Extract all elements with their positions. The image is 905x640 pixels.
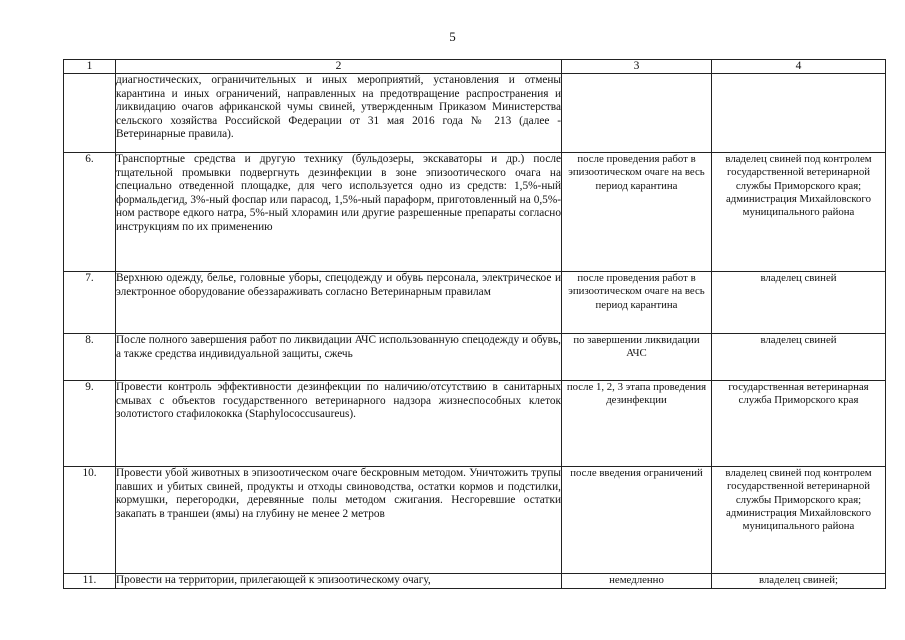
row-timing: после 1, 2, 3 этапа проведения дезинфекции xyxy=(562,381,712,467)
header-col-3: 3 xyxy=(562,60,712,74)
row-number: 7. xyxy=(64,272,116,334)
table-row xyxy=(64,467,886,574)
row-timing: после проведения работ в эпизоотическом очаге на весь период карантина xyxy=(562,153,712,272)
row-responsible: владелец свиней под контролем государственной ветеринарной службы Приморского края; администрация Михайловского муниципального района xyxy=(712,153,886,272)
row-timing: после введения ограничений xyxy=(562,467,712,574)
row-number: 11. xyxy=(64,574,116,589)
row-action: диагностических, ограничительных и иных мероприятий, установления и отмены карантина и иных ограничений, направленных на предотвращение распространения и ликвидацию очагов африканской чумы свиней, утвержденным Приказом Министерства сельского хозяйства Российской Федерации от 31 мая 2016 года № 213 (далее - Ветеринарные правила). xyxy=(116,74,562,153)
row-action: Провести контроль эффективности дезинфекции по наличию/отсутствию в санитарных смывах с объектов государственного ветеринарного надзора жизнеспособных клеток золотистого стафилококка (Staphylococcusaureus). xyxy=(116,381,562,467)
row-number: 9. xyxy=(64,381,116,467)
header-col-2: 2 xyxy=(116,60,562,74)
page-number: 5 xyxy=(449,29,456,44)
row-timing: по завершении ликвидации АЧС xyxy=(562,334,712,381)
row-responsible: государственная ветеринарная служба Приморского края xyxy=(712,381,886,467)
header-col-4: 4 xyxy=(712,60,886,74)
row-action: После полного завершения работ по ликвидации АЧС использованную спецодежду и обувь, а также средства индивидуальной защиты, сжечь xyxy=(116,334,562,381)
row-timing: немедленно xyxy=(562,574,712,589)
row-number xyxy=(64,74,116,153)
row-action: Верхнюю одежду, белье, головные уборы, спецодежду и обувь персонала, электрическое и электронное оборудование обеззараживать согласно Ветеринарным правилам xyxy=(116,272,562,334)
table-row xyxy=(64,381,886,467)
row-number: 10. xyxy=(64,467,116,574)
row-responsible xyxy=(712,74,886,153)
row-number: 6. xyxy=(64,153,116,272)
row-responsible: владелец свиней; xyxy=(712,574,886,589)
table-row xyxy=(64,153,886,272)
row-responsible: владелец свиней xyxy=(712,272,886,334)
table-row xyxy=(64,74,886,153)
table-row xyxy=(64,334,886,381)
header-col-1: 1 xyxy=(64,60,116,74)
row-number: 8. xyxy=(64,334,116,381)
row-action: Транспортные средства и другую технику (бульдозеры, экскаваторы и др.) после тщательной промывки подвергнуть дезинфекции в зоне эпизоотического очага на специально отведенной площадке, для чего используется одно из средств: 1,5%-ный формальдегид, 3%-ный фоспар или парасод, 1,5%-ный параформ, приготовленный на 0,5%-ном растворе едкого натра, 5%-ный хлорамин или другие разрешенные препараты согласно инструкциям по их применению xyxy=(116,153,562,272)
table-row xyxy=(64,574,886,589)
row-action: Провести на территории, прилегающей к эпизоотическому очагу, xyxy=(116,574,562,589)
measures-table xyxy=(63,59,886,589)
row-timing xyxy=(562,74,712,153)
table-row xyxy=(64,272,886,334)
row-action: Провести убой животных в эпизоотическом очаге бескровным методом. Уничтожить трупы павших и убитых свиней, продукты и отходы свиноводства, остатки кормов и подстилки, кормушки, перегородки, деревянные полы методом сжигания. Несгоревшие остатки закапать в траншеи (ямы) на глубину не менее 2 метров xyxy=(116,467,562,574)
row-responsible: владелец свиней xyxy=(712,334,886,381)
row-timing: после проведения работ в эпизоотическом очаге на весь период карантина xyxy=(562,272,712,334)
table-header-row xyxy=(64,60,886,74)
row-responsible: владелец свиней под контролем государственной ветеринарной службы Приморского края; администрация Михайловского муниципального района xyxy=(712,467,886,574)
